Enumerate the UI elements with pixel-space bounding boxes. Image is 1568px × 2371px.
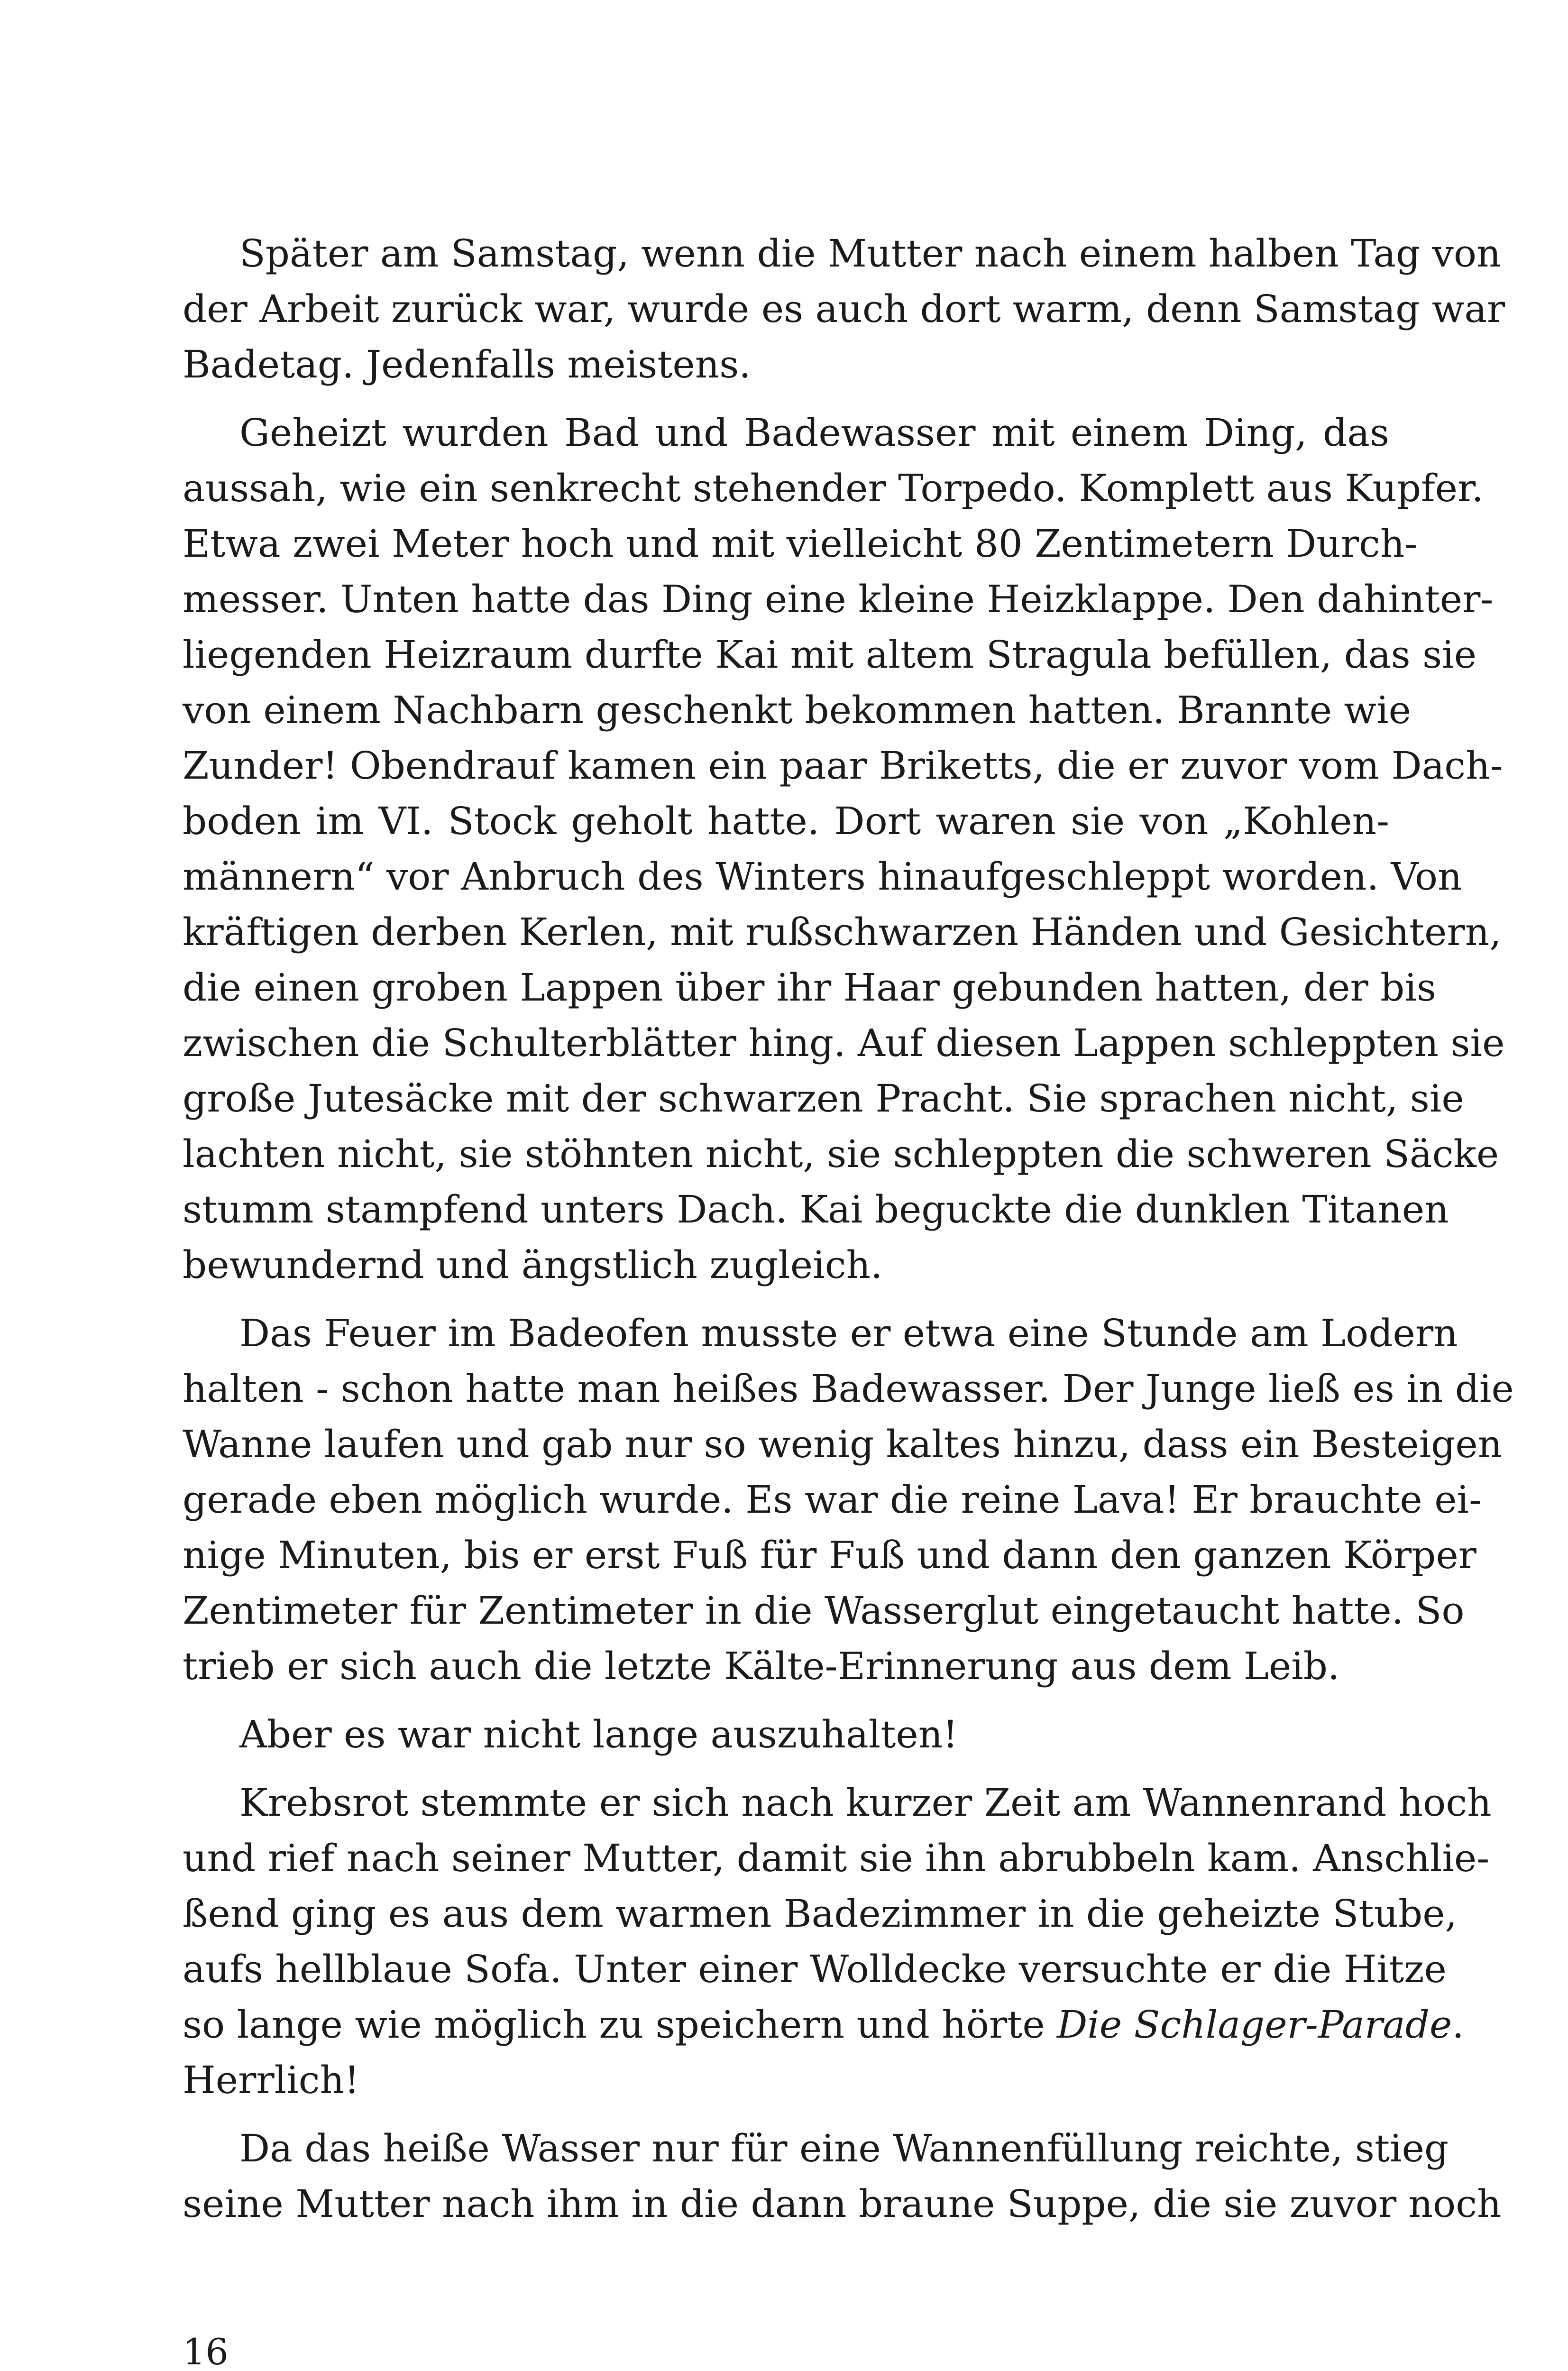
text-line: gerade eben möglich wurde. Es war die reine Lava! Er brauchte ei- <box>183 1478 1482 1522</box>
text-line: seine Mutter nach ihm in die dann braune Suppe, die sie zuvor noch <box>183 2182 1502 2226</box>
text-line: Das Feuer im Badeofen musste er etwa eine Stunde am Lodern <box>239 1311 1458 1355</box>
text-line: Aber es war nicht lange auszuhalten! <box>239 1712 958 1756</box>
text-line: bewundernd und ängstlich zugleich. <box>183 1243 883 1287</box>
text-line: Da das heiße Wasser nur für eine Wannenfüllung reichte, stieg <box>239 2126 1449 2170</box>
text-line: boden im VI. Stock geholt hatte. Dort waren sie von „Kohlen- <box>183 799 1389 843</box>
text-line: stumm stampfend unters Dach. Kai beguckte die dunklen Titanen <box>183 1187 1449 1231</box>
text-line: Krebsrot stemmte er sich nach kurzer Zeit am Wannenrand hoch <box>239 1781 1492 1825</box>
page-number: 16 <box>183 2331 229 2371</box>
text-line: aussah, wie ein senkrecht stehender Torpedo. Komplett aus Kupfer. <box>183 466 1484 510</box>
text-line: von einem Nachbarn geschenkt bekommen hatten. Brannte wie <box>183 688 1411 732</box>
text-line: Etwa zwei Meter hoch und mit vielleicht 80 Zentimetern Durch- <box>183 522 1418 566</box>
text-line: die einen groben Lappen über ihr Haar gebunden hatten, der bis <box>183 965 1436 1010</box>
text-line: der Arbeit zurück war, wurde es auch dort warm, denn Samstag war <box>183 287 1505 331</box>
text-line: kräftigen derben Kerlen, mit rußschwarzen Händen und Gesichtern, <box>183 910 1502 954</box>
text-line: und rief nach seiner Mutter, damit sie ihn abrubbeln kam. Anschlie- <box>183 1836 1490 1880</box>
text-line: Wanne laufen und gab nur so wenig kaltes hinzu, dass ein Besteigen <box>183 1422 1503 1466</box>
text-run: so lange wie möglich zu speichern und hörte <box>183 2003 1057 2047</box>
text-line: messer. Unten hatte das Ding eine kleine Heizklappe. Den dahinter- <box>183 577 1494 621</box>
text-line: nige Minuten, bis er erst Fuß für Fuß und dann den ganzen Körper <box>183 1533 1476 1577</box>
text-line: Zunder! Obendrauf kamen ein paar Briketts, die er zuvor vom Dach- <box>183 744 1503 788</box>
text-line: Badetag. Jedenfalls meistens. <box>183 342 751 386</box>
text-line: zwischen die Schulterblätter hing. Auf diesen Lappen schleppten sie <box>183 1021 1505 1065</box>
text-line: trieb er sich auch die letzte Kälte-Erinnerung aus dem Leib. <box>183 1644 1340 1688</box>
text-line: große Jutesäcke mit der schwarzen Pracht. Sie sprachen nicht, sie <box>183 1076 1464 1121</box>
text-line: Geheizt wurden Bad und Badewasser mit einem Ding, das <box>239 411 1389 455</box>
text-run: . <box>1452 2003 1464 2047</box>
text-line: Später am Samstag, wenn die Mutter nach einem halben Tag von <box>239 231 1501 276</box>
italic-title: Die Schlager-Parade <box>1057 2003 1452 2047</box>
text-line <box>183 1997 1464 2052</box>
text-line: aufs hellblaue Sofa. Unter einer Wolldecke versuchte er die Hitze <box>183 1947 1447 1991</box>
body-text <box>183 226 1514 2232</box>
text-line: Zentimeter für Zentimeter in die Wasserglut eingetaucht hatte. So <box>183 1589 1465 1633</box>
text-line: lachten nicht, sie stöhnten nicht, sie schleppten die schweren Säcke <box>183 1132 1499 1176</box>
text-line: ßend ging es aus dem warmen Badezimmer in die geheizte Stube, <box>183 1892 1458 1936</box>
text-line: Herrlich! <box>183 2058 360 2102</box>
text-line: männern“ vor Anbruch des Winters hinaufgeschleppt worden. Von <box>183 855 1462 899</box>
text-line: liegenden Heizraum durfte Kai mit altem Stragula befüllen, das sie <box>183 633 1477 677</box>
text-line: halten - schon hatte man heißes Badewasser. Der Junge ließ es in die <box>183 1367 1514 1411</box>
